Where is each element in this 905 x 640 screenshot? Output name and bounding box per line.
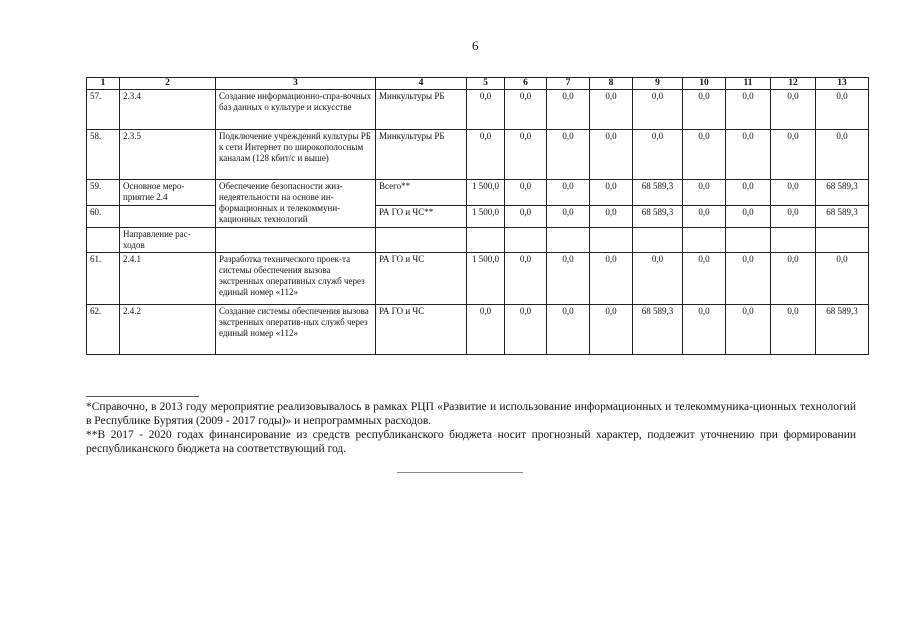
column-header: 12 bbox=[771, 78, 816, 90]
table-row bbox=[87, 180, 869, 206]
footnote-1: *Справочно, в 2013 году мероприятие реализовывалось в рамках РЦП «Развитие и использование информационных и телекоммуника-ционных технологий в Республике Бурятия (2009 - 2017 годы)» и непрограммных расходов. bbox=[86, 401, 856, 427]
row-value: 0,0 bbox=[683, 180, 726, 206]
row-value: 0,0 bbox=[633, 90, 683, 130]
row-value: 1 500,0 bbox=[467, 206, 505, 228]
row-number: 57. bbox=[87, 90, 120, 130]
table-row bbox=[87, 90, 869, 130]
page-number: 6 bbox=[472, 38, 479, 53]
row-executor bbox=[376, 228, 467, 253]
row-value: 0,0 bbox=[633, 253, 683, 305]
row-value bbox=[467, 228, 505, 253]
row-value: 0,0 bbox=[726, 90, 771, 130]
row-value: 0,0 bbox=[683, 253, 726, 305]
row-value: 68 589,3 bbox=[633, 206, 683, 228]
row-value: 68 589,3 bbox=[633, 305, 683, 355]
row-value: 0,0 bbox=[633, 130, 683, 180]
row-value: 1 500,0 bbox=[467, 180, 505, 206]
row-value: 68 589,3 bbox=[816, 305, 869, 355]
row-code bbox=[120, 206, 216, 228]
column-header: 1 bbox=[87, 78, 120, 90]
row-value: 0,0 bbox=[505, 90, 547, 130]
row-value: 0,0 bbox=[590, 253, 633, 305]
row-executor: Минкультуры РБ bbox=[376, 90, 467, 130]
row-value: 0,0 bbox=[726, 180, 771, 206]
footnote-divider bbox=[86, 396, 199, 397]
column-header: 4 bbox=[376, 78, 467, 90]
row-executor: РА ГО и ЧС** bbox=[376, 206, 467, 228]
table-row bbox=[87, 305, 869, 355]
row-executor: РА ГО и ЧС bbox=[376, 305, 467, 355]
table-row bbox=[87, 206, 869, 228]
row-value: 0,0 bbox=[505, 206, 547, 228]
row-value: 0,0 bbox=[683, 90, 726, 130]
row-value: 0,0 bbox=[467, 305, 505, 355]
row-value: 0,0 bbox=[771, 130, 816, 180]
column-header: 7 bbox=[547, 78, 590, 90]
row-value: 0,0 bbox=[816, 253, 869, 305]
footnote-2: **В 2017 - 2020 годах финансирование из средств республиканского бюджета носит прогнозный характер, подлежит уточнению при формировании республиканского бюджета на соответствующий год. bbox=[86, 429, 856, 455]
row-number: 58. bbox=[87, 130, 120, 180]
row-title: Обеспечение безопасности жиз-недеятельности на основе ин-формационных и телекоммуни-кационных технологий bbox=[216, 180, 376, 228]
row-value: 68 589,3 bbox=[633, 180, 683, 206]
row-value: 0,0 bbox=[816, 130, 869, 180]
row-executor: Минкультуры РБ bbox=[376, 130, 467, 180]
column-header: 13 bbox=[816, 78, 869, 90]
row-code: 2.3.4 bbox=[120, 90, 216, 130]
end-divider bbox=[397, 472, 523, 473]
column-header: 8 bbox=[590, 78, 633, 90]
row-value: 0,0 bbox=[505, 180, 547, 206]
column-header: 3 bbox=[216, 78, 376, 90]
row-value: 0,0 bbox=[590, 180, 633, 206]
row-value: 68 589,3 bbox=[816, 206, 869, 228]
row-value bbox=[771, 228, 816, 253]
row-value: 0,0 bbox=[771, 206, 816, 228]
row-value: 0,0 bbox=[683, 130, 726, 180]
row-number: 61. bbox=[87, 253, 120, 305]
column-header: 11 bbox=[726, 78, 771, 90]
row-value: 0,0 bbox=[467, 130, 505, 180]
row-value: 0,0 bbox=[726, 305, 771, 355]
row-value: 0,0 bbox=[547, 130, 590, 180]
row-code: 2.4.2 bbox=[120, 305, 216, 355]
column-header: 5 bbox=[467, 78, 505, 90]
row-executor: РА ГО и ЧС bbox=[376, 253, 467, 305]
row-title: Создание системы обеспечения вызова экстренных оператив-ных служб через единый номер «112» bbox=[216, 305, 376, 355]
row-value: 0,0 bbox=[771, 180, 816, 206]
row-executor: Всего** bbox=[376, 180, 467, 206]
column-header: 2 bbox=[120, 78, 216, 90]
row-code: Основное меро-приятие 2.4 bbox=[120, 180, 216, 206]
row-value: 0,0 bbox=[547, 305, 590, 355]
row-value: 0,0 bbox=[467, 90, 505, 130]
row-value: 0,0 bbox=[547, 90, 590, 130]
table-row bbox=[87, 228, 869, 253]
row-title: Разработка технического проек-та системы обеспечения вызова экстренных оперативных служб через единый номер «112» bbox=[216, 253, 376, 305]
row-value: 0,0 bbox=[726, 253, 771, 305]
row-value: 0,0 bbox=[590, 206, 633, 228]
row-title: Создание информационно-спра-вочных баз данных о культуре и искусстве bbox=[216, 90, 376, 130]
row-number: 60. bbox=[87, 206, 120, 228]
row-value bbox=[683, 228, 726, 253]
row-value: 0,0 bbox=[547, 253, 590, 305]
row-title: Подключение учреждений культуры РБ к сети Интернет по широкополосным каналам (128 кбит/с и выше) bbox=[216, 130, 376, 180]
row-value: 0,0 bbox=[590, 90, 633, 130]
table-row bbox=[87, 130, 869, 180]
row-value: 0,0 bbox=[505, 130, 547, 180]
row-code: 2.4.1 bbox=[120, 253, 216, 305]
row-value: 0,0 bbox=[590, 130, 633, 180]
row-number bbox=[87, 228, 120, 253]
row-value: 68 589,3 bbox=[816, 180, 869, 206]
header-row bbox=[87, 78, 869, 90]
row-value bbox=[816, 228, 869, 253]
row-value bbox=[726, 228, 771, 253]
row-number: 62. bbox=[87, 305, 120, 355]
footnotes bbox=[86, 400, 856, 456]
row-value: 0,0 bbox=[726, 206, 771, 228]
row-value: 0,0 bbox=[771, 253, 816, 305]
column-header: 10 bbox=[683, 78, 726, 90]
row-value: 0,0 bbox=[505, 253, 547, 305]
row-code: 2.3.5 bbox=[120, 130, 216, 180]
row-value: 1 500,0 bbox=[467, 253, 505, 305]
budget-table bbox=[86, 77, 869, 355]
row-title bbox=[216, 228, 376, 253]
row-value bbox=[590, 228, 633, 253]
row-value: 0,0 bbox=[771, 305, 816, 355]
row-value: 0,0 bbox=[683, 206, 726, 228]
row-value: 0,0 bbox=[547, 180, 590, 206]
row-value: 0,0 bbox=[505, 305, 547, 355]
column-header: 6 bbox=[505, 78, 547, 90]
row-value: 0,0 bbox=[816, 90, 869, 130]
row-value bbox=[547, 228, 590, 253]
column-header: 9 bbox=[633, 78, 683, 90]
row-value: 0,0 bbox=[771, 90, 816, 130]
row-value: 0,0 bbox=[547, 206, 590, 228]
row-value: 0,0 bbox=[590, 305, 633, 355]
row-value: 0,0 bbox=[683, 305, 726, 355]
row-value: 0,0 bbox=[726, 130, 771, 180]
row-value bbox=[505, 228, 547, 253]
row-code: Направление рас-ходов bbox=[120, 228, 216, 253]
row-number: 59. bbox=[87, 180, 120, 206]
table-row bbox=[87, 253, 869, 305]
row-value bbox=[633, 228, 683, 253]
